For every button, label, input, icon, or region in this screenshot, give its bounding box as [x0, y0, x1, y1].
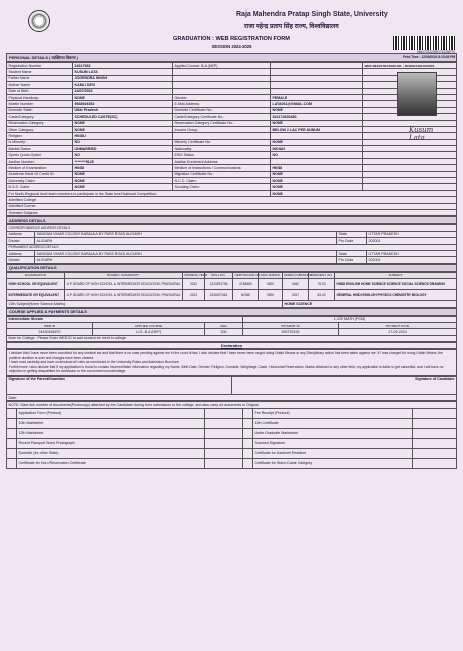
qualification-heading: QUALIFICATION DETAILS	[6, 264, 457, 272]
field-value: NONE	[73, 94, 173, 100]
document-spacer	[205, 448, 243, 458]
declaration-title: Declaration	[6, 342, 457, 349]
document-label: Domicile (for other State)	[17, 448, 205, 458]
university-name-en: Raja Mahendra Pratap Singh State, University	[236, 11, 388, 18]
field-value: 324174600480	[271, 114, 363, 120]
qualification-table	[6, 272, 457, 308]
web-registration-number: WEB REGISTRATION NO. : RCM0244301015879	[364, 63, 435, 68]
document-label: Recent Passport Sized Photograph	[17, 438, 205, 448]
document-checkbox[interactable]	[7, 408, 17, 418]
corr-address-value: SANGAM VIHAR COLONY BARAULA BY PASS ROAD ALIGARH	[35, 231, 337, 237]
parent-signature-label: Signature of the Parent/Guardian	[7, 377, 232, 395]
field-label: Admitted College:	[7, 197, 457, 203]
document-spacer	[413, 428, 457, 438]
field-value: NONE	[73, 178, 173, 184]
field-label: Minority Certificate No:	[173, 139, 271, 145]
field-label: Mother Name	[7, 82, 73, 88]
qualification-pct: 75.33	[309, 279, 335, 290]
field-value: NO	[271, 152, 363, 158]
field-label: Reservation Category Certificate No.:	[173, 120, 271, 126]
document-label: Under Graduate Marksheet	[253, 428, 413, 438]
document-label: Fee Receipt (Printout)	[253, 408, 413, 418]
declaration-line: Furthermore I also declare that if my application is found to contain incorrect/false information regarding my Name, Birth Date, Gender, Religion, Domicile, Weightage, Caste, Horizontal Reservation, Marks obtained or any other field, my application is liable to get cancelled, and I will have no objection in getting disqualified for admission to the concerned course/college.	[9, 364, 444, 374]
field-label: Medium of Instructions / Communications:	[173, 165, 271, 171]
field-label: Aadhar Number:	[7, 158, 73, 164]
document-checkbox[interactable]	[243, 428, 253, 438]
field-value: LATA061@GMAIL.COM	[271, 101, 363, 107]
field-label: University Claim:	[7, 178, 73, 184]
qualification-obt: 0452	[283, 279, 309, 290]
perm-address-value: SANGAM VIHAR COLONY BARAULA BY PASS ROAD ALIGARH	[35, 250, 337, 256]
barcode	[393, 36, 455, 50]
qualification-header: CERTIFICATE NO.	[234, 273, 261, 278]
qualification-header: PERCENT (%)	[309, 272, 335, 278]
field-label: Student Name	[7, 69, 73, 75]
university-logo-icon	[28, 10, 50, 32]
address-table	[6, 224, 457, 263]
declaration-text	[6, 349, 457, 376]
field-label: Registration Number	[7, 63, 73, 69]
payment-id: 593793195	[243, 329, 339, 335]
document-checkbox[interactable]	[243, 408, 253, 418]
qualification-exam: INTERMEDIATE OR EQUIVALENT	[7, 290, 65, 301]
field-value: NONE	[271, 139, 363, 145]
qualification-max: 0500	[259, 290, 283, 301]
corr-pin-label: Pin Code	[337, 238, 367, 244]
field-value: NO	[73, 139, 173, 145]
university-name-hi: राजा महेन्द्र प्रताप सिंह राज्य, विश्वविद्यालय	[244, 23, 339, 30]
payment-header: FEE	[205, 322, 243, 328]
perm-pin-value: 202001	[367, 257, 457, 263]
field-label: Medium of Examination:	[7, 165, 73, 171]
document-row	[7, 418, 457, 428]
address-details-heading: ADDRESS DETAILS	[6, 216, 457, 224]
payment-note: Note for College : Please Enter WEB ID to add student for merit in college.	[7, 335, 457, 341]
qualification-header: MARKS OBTAINED	[284, 273, 312, 278]
document-checkbox[interactable]	[7, 438, 17, 448]
qualification-header: ROLL NO.	[205, 272, 233, 278]
qualification-header: BOARD / UNIVERSITY	[65, 272, 183, 278]
field-value: NONE	[271, 171, 363, 177]
document-label: 12th Marksheet	[17, 428, 205, 438]
field-value: HINDI	[271, 165, 363, 171]
personal-details-heading: PERSONAL DETAILS ( व्यक्तिगत विवरण )	[6, 53, 457, 62]
field-label: Date of Birth	[7, 88, 73, 94]
table-row	[7, 279, 457, 290]
document-spacer	[205, 408, 243, 418]
document-row	[7, 448, 457, 458]
field-label: Caste/Category Certificate No.:	[173, 114, 271, 120]
qualification-board: U.P. BOARD OF HIGH SCHOOL & INTERMEDIATE EDUCATION, PRAYAGRAJ	[65, 279, 183, 290]
twelfth-subject-label: 12th Subject(Home Science,Maths):	[7, 301, 283, 307]
field-label: Physical Handicap:	[7, 94, 73, 100]
candidate-signature: Kusum Lata	[409, 126, 434, 142]
field-label: E-Mail Address:	[173, 101, 271, 107]
field-label: Nationality	[173, 146, 271, 152]
barcode-number: 04627024203017412AR70	[416, 50, 455, 54]
payment-header: APPLIED COURSE	[93, 322, 205, 328]
document-spacer	[413, 408, 457, 418]
document-checkbox[interactable]	[243, 418, 253, 428]
corr-state-label: State	[337, 231, 367, 237]
document-row	[7, 438, 457, 448]
payment-course: U.G.-B.A (NEP)	[93, 329, 205, 335]
field-label: Selected Subjects:	[7, 209, 457, 215]
field-label: Aadhar Enrolment Address	[173, 158, 271, 164]
document-checkbox[interactable]	[243, 458, 253, 468]
field-label: EWS Status	[173, 152, 271, 158]
document-label: 12th Certificate	[253, 418, 413, 428]
corr-state-value: UTTAR PRADESH	[367, 231, 457, 237]
table-row	[7, 290, 457, 301]
qualification-obt: 0317	[283, 290, 309, 301]
document-spacer	[413, 438, 457, 448]
field-value: NONE	[271, 190, 457, 196]
field-label: Scouting Claim:	[173, 184, 271, 190]
field-label: Reservation Category:	[7, 120, 73, 126]
field-value: INDIAN	[271, 146, 363, 152]
field-label: Domicile Certificate No.:	[173, 107, 271, 113]
qualification-header: MAX MARKS	[259, 272, 283, 278]
payment-table	[6, 316, 457, 343]
field-value: UNMARRIED	[73, 146, 173, 152]
declaration-line: I have read carefully and have understood all rules as mentioned in the University Rules and Admission Brochure.	[9, 360, 180, 365]
field-value: NONE	[73, 171, 173, 177]
document-label: Certificate for Hon./Reservation Certificate	[17, 458, 205, 468]
payment-header: PAYMENT DATE	[339, 322, 457, 328]
document-row	[7, 458, 457, 468]
corr-district-value: ALIGARH	[35, 238, 337, 244]
qualification-header: SUBJECT	[335, 272, 457, 278]
form-title: GRADUATION : WEB REGISTRATION FORM	[173, 36, 290, 42]
personal-row	[7, 209, 457, 215]
document-checkbox[interactable]	[7, 458, 17, 468]
qualification-board: U.P. BOARD OF HIGH SCHOOL & INTERMEDIATE EDUCATION, PRAYAGRAJ	[65, 290, 183, 301]
signature-table	[6, 376, 457, 401]
header	[6, 4, 457, 36]
field-value: 24/07/2003	[73, 88, 173, 94]
field-value: 24017593	[73, 63, 173, 69]
field-value: NONE	[271, 184, 363, 190]
document-spacer	[205, 458, 243, 468]
document-checkbox[interactable]	[243, 448, 253, 458]
field-value: NONE	[73, 126, 173, 132]
payment-heading: COURSE APPLIED & PAYMENTS DETAILS	[6, 308, 457, 316]
field-value: KUSUM LATA	[73, 69, 173, 75]
qualification-pct: 63.40	[309, 290, 335, 301]
field-label: Admitted Course:	[7, 203, 457, 209]
document-label: Certificate for Kashmiri Resident	[253, 448, 413, 458]
field-value: NO	[73, 152, 173, 158]
payment-header: PAYMENT ID	[243, 322, 339, 328]
document-spacer	[413, 458, 457, 468]
qualification-subject: GENERAL HINDI ENGLISH PHYSICS CHEMISTRY BIOLOGY	[335, 290, 457, 301]
form-session: SESSION 2024-2025	[211, 44, 252, 49]
candidate-photo	[397, 72, 437, 116]
field-label: Migration Certificate No.:	[173, 171, 271, 177]
field-label: Mobile Number:	[7, 101, 73, 107]
field-label: N.S.S. Claim:	[7, 184, 73, 190]
document-spacer	[413, 418, 457, 428]
qualification-roll: 1220291796	[205, 279, 233, 290]
field-label: For North-Regional level team members to participate in the State level National Competition:	[7, 190, 271, 196]
intermediate-stream-value: 1-129 MATH (PCM)	[243, 316, 457, 322]
field-value: NONE	[271, 178, 363, 184]
field-value: HINDI	[73, 165, 173, 171]
corr-district-label: District	[7, 238, 35, 244]
date-label: Date:	[7, 395, 457, 401]
qualification-roll: 2245207461	[205, 290, 233, 301]
twelfth-subject-value: HOME SCIENCE	[283, 301, 457, 307]
payment-web-id: 24430154570	[7, 329, 93, 335]
document-label: Scanned Signature	[253, 438, 413, 448]
field-label: Marital Status	[7, 146, 73, 152]
documents-table	[6, 401, 457, 468]
candidate-signature-label: Signature of Candidate	[232, 377, 457, 395]
intermediate-stream-label: Intermediate Stream	[7, 316, 243, 322]
perm-state-label: State	[337, 250, 367, 256]
corr-address-label: Address	[7, 231, 35, 237]
field-label: Other Category:	[7, 126, 73, 132]
corr-pin-value: 202001	[367, 238, 457, 244]
document-checkbox[interactable]	[243, 438, 253, 448]
document-spacer	[205, 438, 243, 448]
field-label: Applied Course: B.A (NEP)	[173, 63, 271, 69]
field-value: NONE	[271, 120, 363, 126]
field-value: FEMALE	[271, 94, 363, 100]
document-label: Application Form (Printout)	[17, 408, 205, 418]
perm-district-label: District	[7, 257, 35, 263]
document-spacer	[413, 448, 457, 458]
document-label: Certificate for Ward./Caste Category	[253, 458, 413, 468]
field-value: KAMLI DEVI	[73, 82, 173, 88]
field-value: ********5125	[73, 158, 173, 164]
field-label: Is Minority:	[7, 139, 73, 145]
perm-district-value: ALIGARH	[35, 257, 337, 263]
perm-address-heading: PERMANENT ADDRESS DETAILS	[7, 244, 457, 250]
field-label: Religion:	[7, 133, 73, 139]
documents-note: NOTE: Mark tick number of documents(Photocopy) attached by the Candidate during form submission to the college, and also carry all documents in Original.	[7, 402, 457, 408]
document-checkbox[interactable]	[7, 428, 17, 438]
perm-address-label: Address	[7, 250, 35, 256]
declaration-line: I declare that I have never been convicted for any criminal act and that there is no case pending against me in the court of law. I also declare that I have never been caught using Unfair Means or any Disciplinary action has been taken against me. If I was charged for using Unfair Means, the punitive duration is over and charges have been cleared.	[9, 351, 444, 360]
qualification-year: 2022	[183, 279, 205, 290]
corr-address-heading: CORRESPONDENCE ADDRESS DETAILS	[7, 225, 457, 231]
field-value: JOGENDRA SINGH	[73, 75, 173, 81]
qualification-subject: HINDI ENGLISH HOME SCIENCE SCIENCE SOCIAL SCIENCE DRAWING	[335, 279, 457, 290]
document-checkbox[interactable]	[7, 448, 17, 458]
document-row	[7, 428, 457, 438]
field-value: Uttar Pradesh	[73, 107, 173, 113]
payment-date: 27-09-2024	[339, 329, 457, 335]
payment-header: WEB ID	[7, 322, 93, 328]
field-label: Domicile State:	[7, 107, 73, 113]
personal-details-table	[6, 62, 457, 216]
field-value: SCHEDULED CASTE(SC)	[73, 114, 173, 120]
qualification-year: 2024	[183, 290, 205, 301]
field-label: N.C.C. Claim:	[173, 178, 271, 184]
perm-state-value: UTTAR PRADESH	[367, 250, 457, 256]
document-row	[7, 408, 457, 418]
qualification-exam: HIGH SCHOOL OR EQUIVALENT	[7, 279, 65, 290]
print-time: Print Time : 12/09/2024 8:15:39 PM	[403, 55, 455, 59]
field-label: Father Name	[7, 75, 73, 81]
field-label: Sports Quota Opted:	[7, 152, 73, 158]
field-value: NONE	[73, 184, 173, 190]
field-label: Academic Bank Of Credit ID:	[7, 171, 73, 177]
field-label: Gender:	[173, 94, 271, 100]
qualification-header: EXAMINATION	[7, 272, 65, 278]
perm-pin-label: Pin Code	[337, 257, 367, 263]
document-spacer	[205, 418, 243, 428]
document-spacer	[205, 428, 243, 438]
document-checkbox[interactable]	[7, 418, 17, 428]
field-value: NONE	[73, 120, 173, 126]
field-value: BELOW 2 LAC PER ANNUM	[271, 126, 363, 132]
field-value: NONE	[271, 107, 363, 113]
field-value: HINDU	[73, 133, 173, 139]
qualification-max: 0600	[259, 279, 283, 290]
field-label: Caste/Category:	[7, 114, 73, 120]
payment-fee: 200	[205, 329, 243, 335]
qualification-cert: NONE	[233, 290, 259, 301]
field-value: 9548926352	[73, 101, 173, 107]
field-label: Income Group:	[173, 126, 271, 132]
qualification-cert: 0158469	[233, 279, 259, 290]
qualification-header: PASSING YEAR	[184, 273, 208, 278]
document-label: 10th Marksheet	[17, 418, 205, 428]
